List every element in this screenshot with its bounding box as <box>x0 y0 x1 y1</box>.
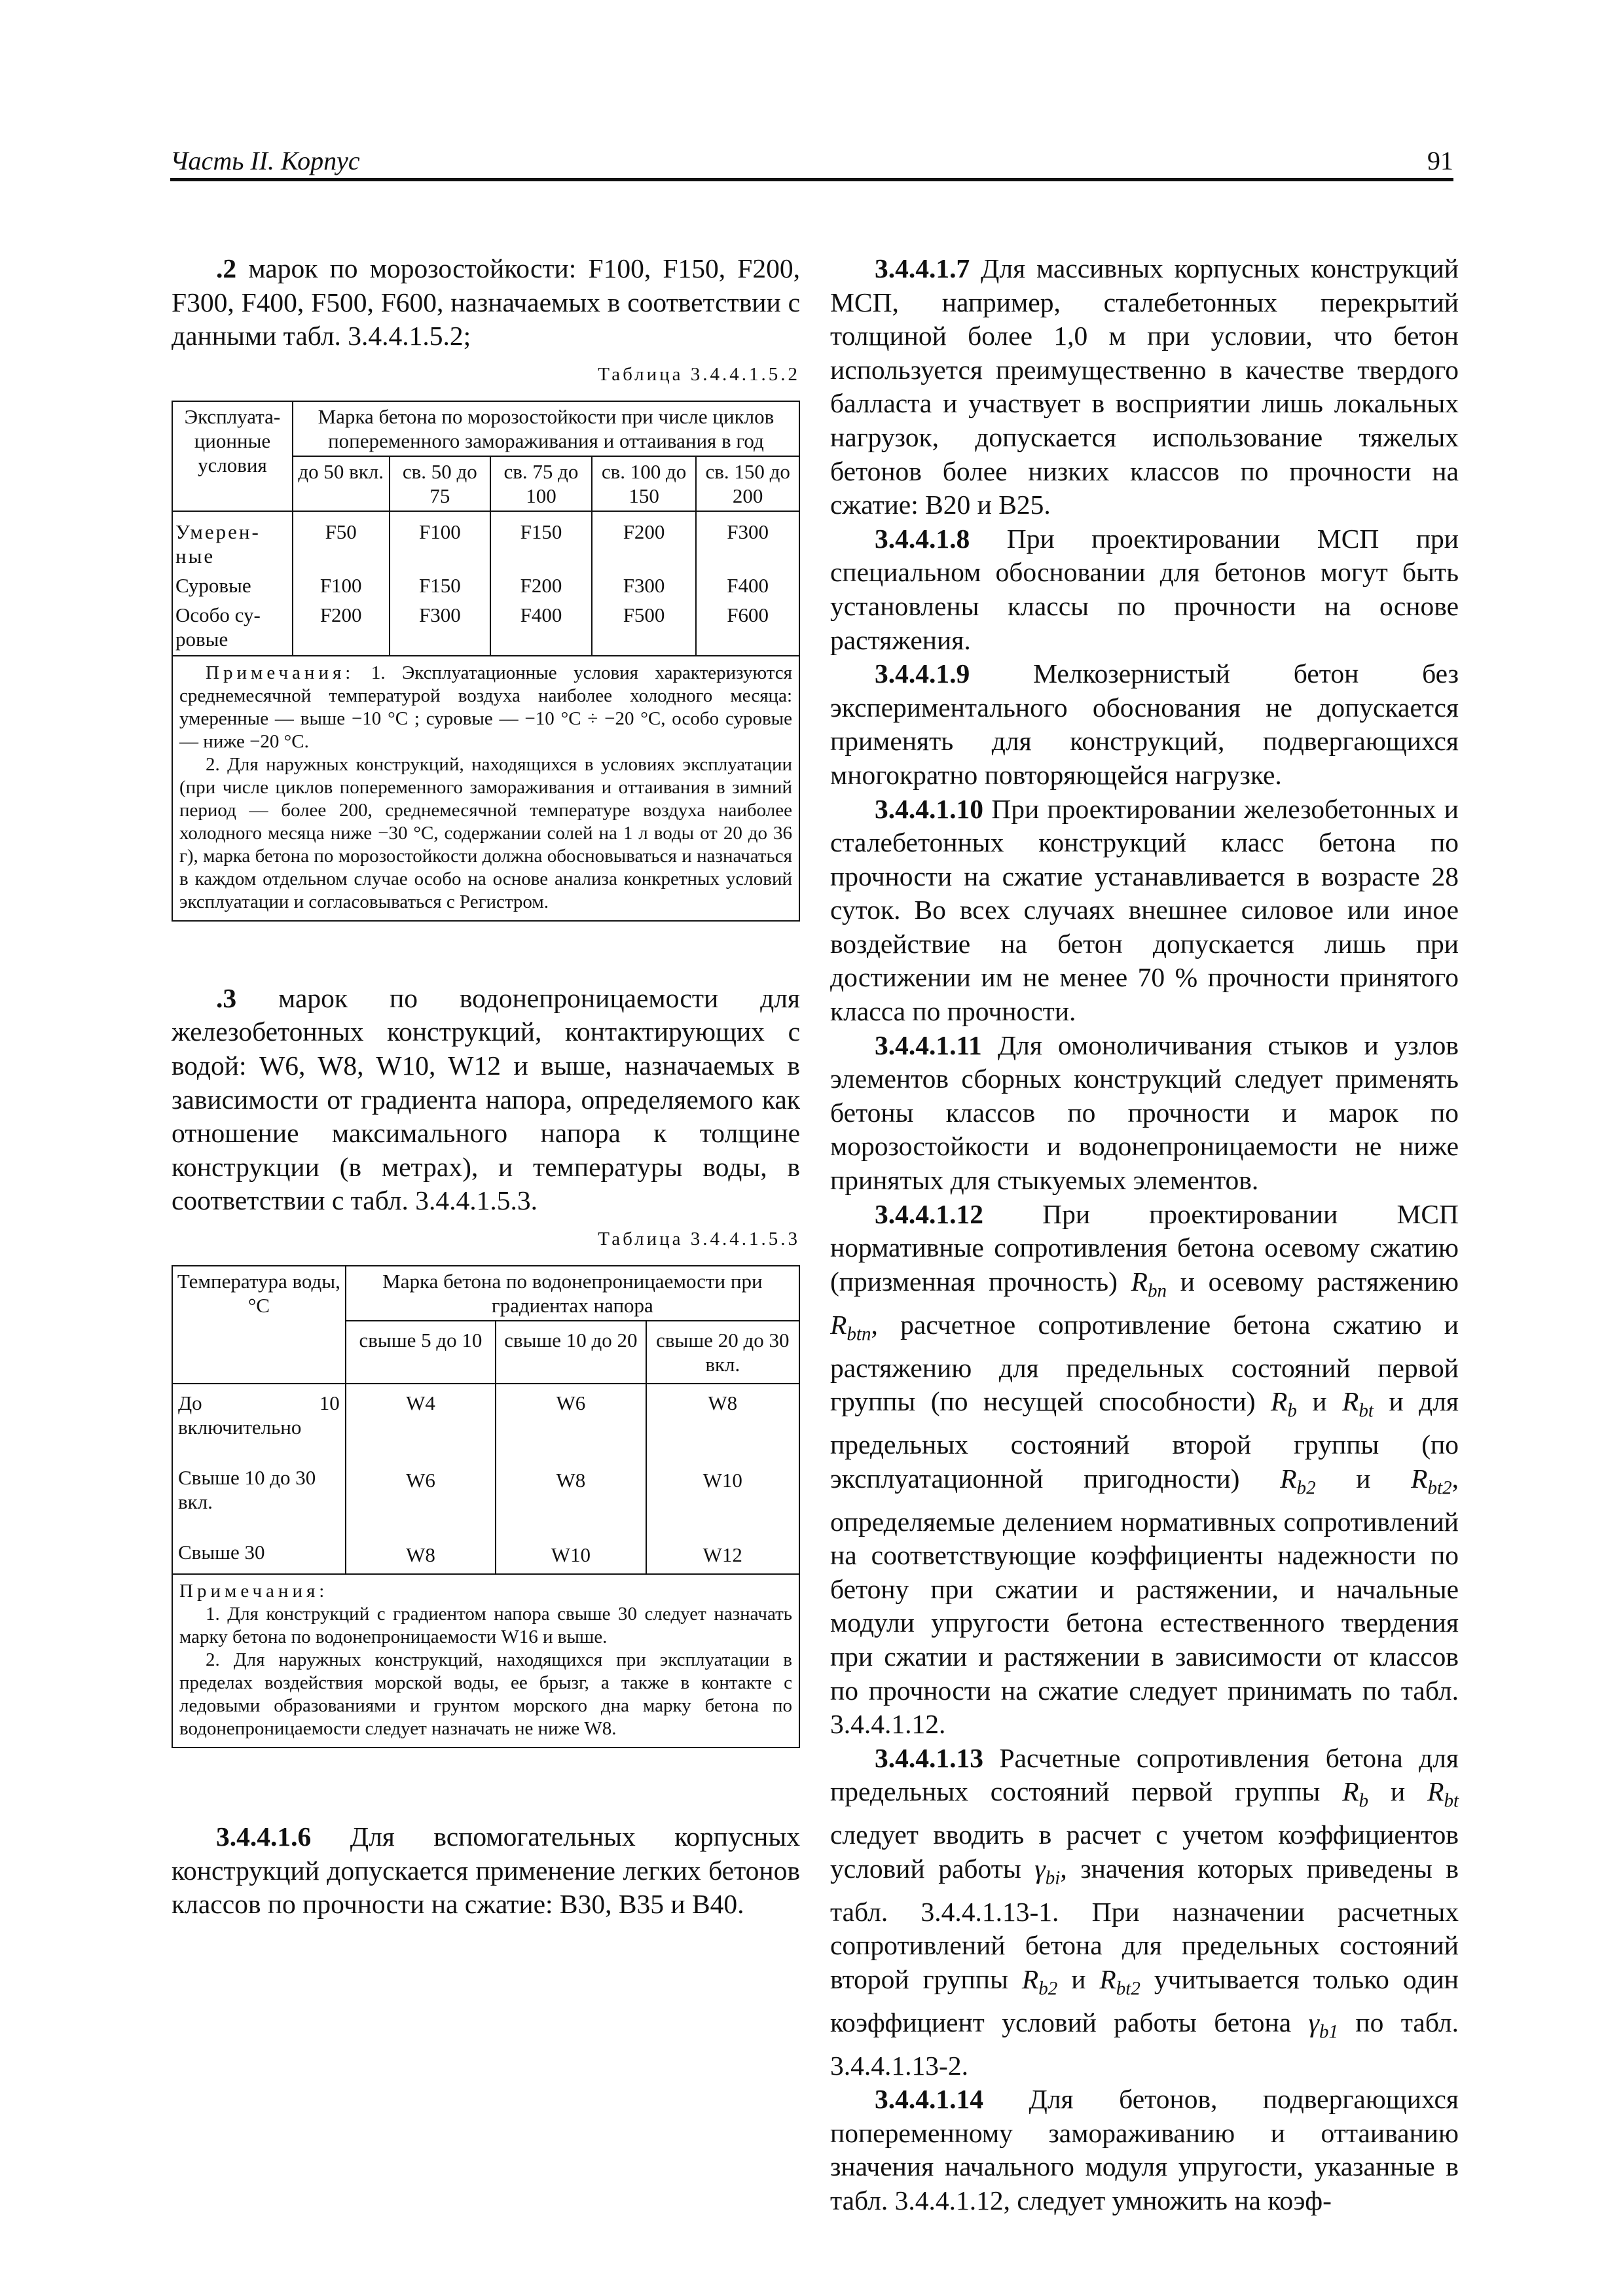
para-number: 3.4.4.1.13 <box>875 1742 983 1773</box>
para-number: 3.4.4.1.14 <box>875 2084 983 2115</box>
cell: F400 <box>490 600 592 656</box>
para-number: 3.4.4.1.10 <box>875 793 983 824</box>
notes-heading: Примечания: <box>206 662 355 683</box>
cell: F200 <box>293 600 390 656</box>
table-row <box>172 1540 799 1574</box>
row-label: До 10 включительно <box>172 1384 346 1465</box>
cell: W4 <box>346 1384 496 1465</box>
header-temperature: Температура воды, °С <box>172 1266 346 1384</box>
symbol-rbn: $R_{bn}$ <box>1131 1266 1167 1302</box>
column-header: свыше 10 до 20 <box>496 1321 646 1384</box>
para-text: и для предельных состояний второй группы (по эксплуатационной пригодности) <box>830 1386 1459 1494</box>
table-caption: Таблица 3.4.4.1.5.2 <box>598 363 800 385</box>
row-label: Суровые <box>172 571 293 600</box>
para-text: , расчетное сопротивление бетона сжатию и растяжению для предельных состояний первой группы (по несущей способности) <box>830 1309 1459 1417</box>
para-text: следует вводить в расчет с учетом коэффициентов условий работы <box>830 1820 1459 1884</box>
symbol-rb2: $R_{b2}$ <box>1021 1964 1058 2000</box>
table-row <box>172 1465 799 1540</box>
table-caption: Таблица 3.4.4.1.5.3 <box>598 1228 800 1249</box>
para-text: и <box>1312 1386 1327 1417</box>
para-text: Для массивных корпусных конструкций МСП, например, сталебетонных перекрытий толщиной более 1,0 м при условии, что бетон используется преимущественно в качестве твердого балласта и участвует в восприятии лишь локальных нагрузок, допускается использование тяжелых бетонов более низких классов по прочности на сжатие: В20 и В25. <box>830 253 1459 520</box>
header-frost-grade: Марка бетона по морозостойкости при числе циклов попеременного замораживания и оттаивания в год <box>293 401 799 456</box>
column-header: св. 100 до 150 <box>592 456 697 511</box>
table-row <box>172 571 799 600</box>
paragraph-3-4-4-1-12 <box>830 1198 1459 1742</box>
paragraph-3-4-4-1-8 <box>830 522 1459 657</box>
note-2: 2. Для наружных конструкций, находящихся при эксплуатации в пределах воздействия морской воды, ее брызг, а также в контакте с ледовыми образованиями и грунтом морского дна марку бетона по водонепроницаемости следует назначать не ниже W8. <box>179 1649 792 1739</box>
para-number: .3 <box>216 982 237 1013</box>
para-text: При проектировании МСП при специальном обосновании для бетонов могут быть установлены классы по прочности на основе растяжения. <box>830 523 1459 655</box>
frost-resistance-table <box>172 401 800 922</box>
cell: F500 <box>592 600 697 656</box>
row-label: Свыше 10 до 30 вкл. <box>172 1465 346 1540</box>
cell: W6 <box>346 1465 496 1540</box>
header-conditions: Эксплуата-ционные условия <box>172 401 293 511</box>
cell: F150 <box>490 511 592 571</box>
cell: W12 <box>646 1540 799 1574</box>
note-2: 2. Для наружных конструкций, находящихся в условиях эксплуатации (при числе циклов попеременного замораживания и оттаивания в зимний период — более 200, среднемесячной температуре воздуха наиболее холодного месяца ниже −30 °С, содержании солей на 1 л воды от 20 до 36 г), марка бетона по морозостойкости должна обосновываться и назначаться в каждом отдельном случае особо на основе анализа конкретных условий эксплуатации и согласовываться с Регистром. <box>179 753 792 912</box>
symbol-rb2: $R_{b2}$ <box>1280 1463 1316 1498</box>
cell: F400 <box>696 571 799 600</box>
page-number: 91 <box>1427 146 1453 175</box>
para-number: 3.4.4.1.9 <box>875 658 970 689</box>
symbol-rbt2: $R_{bt2}$ <box>1411 1463 1452 1498</box>
para-text: марок по водонепроницаемости для железобетонных конструкций, контактирующих с водой: W6, W8, W10, W12 и выше, назначаемых в зависимости от градиента напора, определяемого как отношение максимального напора к толщине конструкции (в метрах), и температуры воды, в соответствии с табл. 3.4.4.1.5.3. <box>172 982 801 1216</box>
symbol-rbt: $R_{bt}$ <box>1427 1776 1459 1812</box>
cell: W8 <box>646 1384 799 1465</box>
column-header: св. 50 до 75 <box>390 456 491 511</box>
right-column <box>830 252 1459 2218</box>
note-1: 1. Эксплуатационные условия характеризуются среднемесячной температурой воздуха наиболее холодного месяца: умеренные — выше −10 °С ; суровые — −10 °С ÷ −20 °С, особо суровые — ниже −20 °С. <box>179 662 793 752</box>
para-text: и осевому растяжению <box>1180 1266 1459 1297</box>
cell: F300 <box>592 571 697 600</box>
cell: F300 <box>390 600 491 656</box>
symbol-rbt2: $R_{bt2}$ <box>1099 1964 1140 2000</box>
cell: F150 <box>390 571 491 600</box>
table-notes <box>172 1574 799 1748</box>
cell: W10 <box>496 1540 646 1574</box>
symbol-rb: $R_b$ <box>1342 1776 1369 1812</box>
column-header: св. 75 до 100 <box>490 456 592 511</box>
paragraph-3 <box>172 982 800 1218</box>
para-number: .2 <box>216 253 237 283</box>
running-title: Часть II. Корпус <box>170 146 360 175</box>
symbol-gamma-bi: $\gamma_{bi}$ <box>1034 1853 1061 1889</box>
paragraph-3-4-4-1-6 <box>172 1820 800 1922</box>
notes-heading: Примечания: <box>179 1580 329 1602</box>
para-text: марок по морозостойкости: F100, F150, F200, F300, F400, F500, F600, назначаемых в соответствии с данными табл. 3.4.4.1.5.2; <box>172 253 800 351</box>
para-text: по табл. 3.4.4.1.13-2. <box>830 2007 1459 2081</box>
header-water-grade: Марка бетона по водонепроницаемости при градиентах напора <box>346 1266 799 1321</box>
cell: F100 <box>293 571 390 600</box>
cell: F50 <box>293 511 390 571</box>
cell: W8 <box>346 1540 496 1574</box>
para-text: Мелкозернистый бетон без экспериментального обоснования не допускается применять для конструкций, подвергающихся многократно повторяющейся нагрузке. <box>830 658 1459 790</box>
row-label: Особо су-ровые <box>172 600 293 656</box>
table-notes <box>172 656 799 921</box>
cell: W10 <box>646 1465 799 1540</box>
table-row <box>172 511 799 571</box>
cell: F600 <box>696 600 799 656</box>
column-header: св. 150 до 200 <box>696 456 799 511</box>
symbol-rbtn: $R_{btn}$ <box>830 1309 871 1344</box>
water-resistance-table <box>172 1265 800 1748</box>
para-text: учитывается только один коэффициент условий работы бетона <box>830 1964 1459 2037</box>
para-number: 3.4.4.1.6 <box>216 1821 312 1852</box>
para-text: Для бетонов, подвергающихся попеременному замораживанию и оттаиванию значения начального модуля упругости, указанные в табл. 3.4.4.1.12, следует умножить на коэф- <box>830 2084 1459 2216</box>
column-header: до 50 вкл. <box>293 456 390 511</box>
table-row <box>172 1384 799 1465</box>
para-text: и <box>1356 1463 1371 1494</box>
cell: F100 <box>390 511 491 571</box>
paragraph-3-4-4-1-7 <box>830 252 1459 522</box>
para-text: и <box>1390 1776 1406 1807</box>
para-number: 3.4.4.1.8 <box>875 523 970 554</box>
paragraph-3-4-4-1-14 <box>830 2083 1459 2217</box>
para-text: , значения которых приведены в табл. 3.4.4.1.13-1. При назначении расчетных сопротивлений бетона для предельных состояний второй группы <box>830 1853 1459 1994</box>
paragraph-2 <box>172 252 800 353</box>
running-head <box>170 145 1453 181</box>
para-number: 3.4.4.1.11 <box>875 1030 982 1060</box>
symbol-gamma-b1: $\gamma_{b1}$ <box>1308 2007 1338 2043</box>
para-text: При проектировании МСП нормативные сопротивления бетона осевому сжатию (призменная прочность) <box>830 1198 1459 1297</box>
para-text: Расчетные сопротивления бетона для предельных состояний первой группы <box>830 1742 1459 1807</box>
left-column <box>172 252 800 1922</box>
cell: F200 <box>490 571 592 600</box>
para-text: Для омоноличивания стыков и узлов элементов сборных конструкций следует применять бетоны классов по прочности и марок по морозостойкости и водонепроницаемости не ниже принятых для стыкуемых элементов. <box>830 1030 1459 1196</box>
cell: F200 <box>592 511 697 571</box>
para-text: и <box>1071 1964 1086 1994</box>
row-label: Свыше 30 <box>172 1540 346 1574</box>
paragraph-3-4-4-1-13 <box>830 1742 1459 2083</box>
row-label: Умерен-ные <box>172 511 293 571</box>
cell: W6 <box>496 1384 646 1465</box>
paragraph-3-4-4-1-9 <box>830 657 1459 792</box>
note-1: 1. Для конструкций с градиентом напора свыше 30 следует назначать марку бетона по водонепроницаемости W16 и выше. <box>179 1603 792 1647</box>
para-text: Для вспомогательных корпусных конструкций допускается применение легких бетонов классов по прочности на сжатие: В30, В35 и В40. <box>172 1821 801 1920</box>
cell: W8 <box>496 1465 646 1540</box>
paragraph-3-4-4-1-11 <box>830 1029 1459 1198</box>
symbol-rbt: $R_{bt}$ <box>1342 1386 1374 1422</box>
paragraph-3-4-4-1-10 <box>830 793 1459 1029</box>
table-row <box>172 600 799 656</box>
symbol-rb: $R_b$ <box>1271 1386 1297 1422</box>
para-number: 3.4.4.1.7 <box>875 253 970 283</box>
cell: F300 <box>696 511 799 571</box>
column-header: свыше 5 до 10 <box>346 1321 496 1384</box>
column-header: свыше 20 до 30 вкл. <box>646 1321 799 1384</box>
para-number: 3.4.4.1.12 <box>875 1198 983 1229</box>
para-text: , определяемые делением нормативных сопротивлений на соответствующие коэффициенты надежности по бетону при сжатии и растяжении, и начальные модули упругости бетона естественного твердения при сжатии и растяжении в зависимости от классов по прочности на сжатие следует принимать по табл. 3.4.4.1.12. <box>830 1463 1459 1740</box>
para-text: При проектировании железобетонных и сталебетонных конструкций класс бетона по прочности на сжатие устанавливается в возрасте 28 суток. Во всех случаях внешнее силовое или иное воздействие на бетон допускается лишь при достижении им не менее 70 % прочности принятого класса по прочности. <box>830 793 1459 1027</box>
